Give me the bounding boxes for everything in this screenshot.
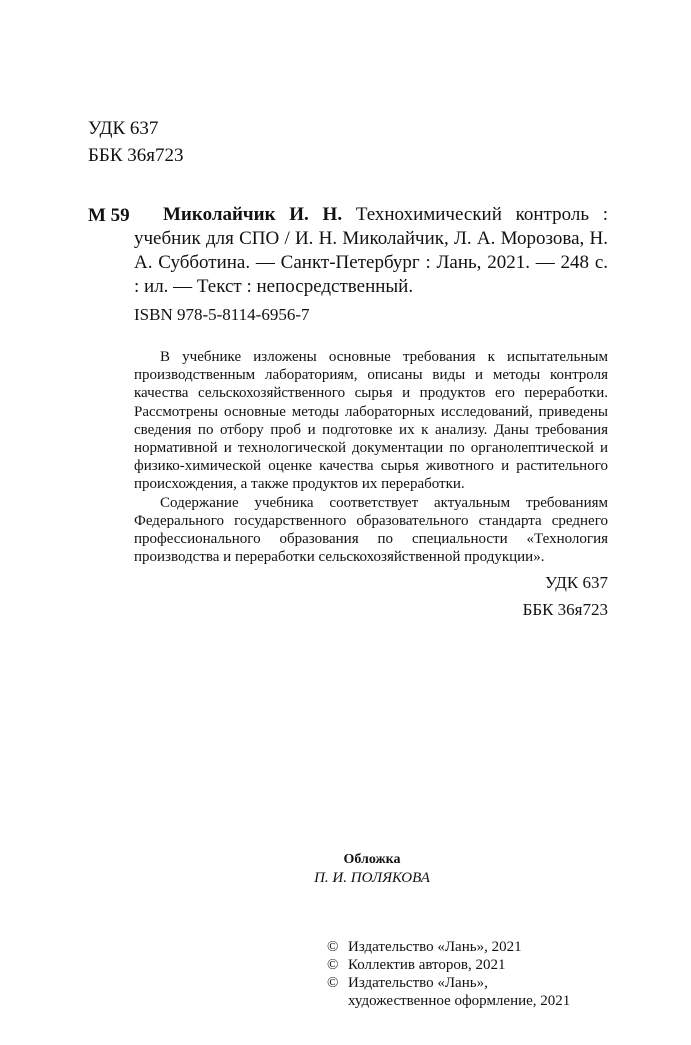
copyright-line bbox=[327, 974, 617, 992]
cover-artist-name: П. И. ПОЛЯКОВА bbox=[314, 870, 430, 886]
copyright-line-continuation bbox=[327, 992, 617, 1010]
author-name: Миколайчик И. Н. bbox=[163, 204, 343, 225]
copyright-icon: © bbox=[327, 939, 339, 955]
copyright-icon: © bbox=[327, 957, 339, 973]
bibliographic-description bbox=[134, 203, 608, 299]
copyright-text: Издательство «Лань», bbox=[348, 975, 488, 991]
copyright-text: Издательство «Лань», 2021 bbox=[348, 939, 522, 955]
udk-code-top: УДК 637 bbox=[88, 118, 159, 139]
bbk-code-bottom: ББК 36я723 bbox=[522, 600, 608, 619]
cover-credit-label: Обложка bbox=[343, 852, 401, 867]
copyright-line bbox=[327, 956, 617, 974]
annotation bbox=[134, 348, 608, 566]
annotation-paragraph-2: Содержание учебника соответствует актуальным требованиям Федерального государственного образовательного стандарта среднего профессионального образования по специальности «Технология производства и переработки сельскохозяйственной продукции». bbox=[134, 494, 608, 566]
copyright-icon: © bbox=[327, 975, 339, 991]
copyright-text: художественное оформление, 2021 bbox=[348, 993, 571, 1009]
copyright-text: Коллектив авторов, 2021 bbox=[348, 957, 506, 973]
isbn: ISBN 978-5-8114-6956-7 bbox=[134, 305, 310, 324]
copyright-block bbox=[327, 938, 617, 1010]
bbk-code-top: ББК 36я723 bbox=[88, 145, 184, 166]
copyright-line bbox=[327, 938, 617, 956]
udk-code-bottom: УДК 637 bbox=[544, 573, 608, 592]
bibliographic-details: Технохимический контроль : учебник для СПО / И. Н. Миколайчик, Л. А. Морозова, Н. А. Субботина. — Санкт-Петербург : Лань, 2021. — 248 с. : ил. — Текст : непосредственный. bbox=[134, 204, 609, 297]
author-mark: М 59 bbox=[88, 205, 130, 226]
annotation-paragraph-1: В учебнике изложены основные требования к испытательным производственным лабораториям, описаны виды и методы контроля качества сельскохозяйственного сырья и продуктов его переработки. Рассмотрены основные методы лабораторных исследований, приведены сведения по отбору проб и подготовке их к анализу. Даны требования нормативной и технологической документации по органолептической и физико-химической оценке качества сырья животного и растительного происхождения, а также продуктов их переработки. bbox=[134, 349, 608, 493]
